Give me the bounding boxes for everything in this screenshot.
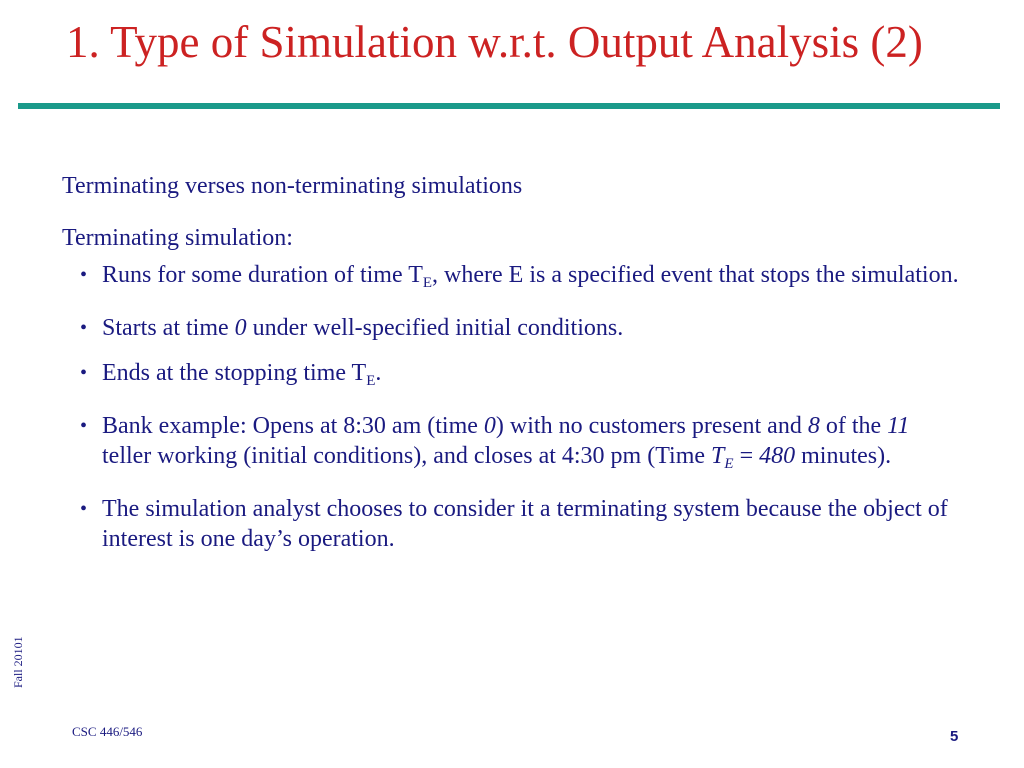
title-divider [18,103,1000,109]
bullet-dot-icon: • [80,498,88,520]
page-number: 5 [950,728,959,745]
bullet-dot-icon: • [80,264,88,286]
bullet-dot-icon: • [80,317,88,339]
bullet-item: • Starts at time 0 under well-specified initial conditions. [80,315,624,341]
course-label: CSC 446/546 [72,724,143,739]
bullet-item: • The simulation analyst chooses to consider it a terminating system because the object of interest is one day’s operation. [80,496,948,552]
bullet-dot-icon: • [80,415,88,437]
section-heading: Terminating simulation: [62,225,293,251]
semester-label: Fall 20101 [11,636,25,688]
bullet-item: • Runs for some duration of time $T_E$, where E is a specified event that stops the simulation. [80,262,959,291]
bullet-item: • Bank example: Opens at 8:30 am (time 0) with no customers present and 8 of the 11 teller working (initial conditions), and closes at 4:30 pm (Time $T_E = 480$ minutes). [80,413,910,472]
intro-line: Terminating verses non-terminating simulations [62,173,523,199]
bullet-list [62,260,962,554]
slide-title: 1. Type of Simulation w.r.t. Output Analysis (2) [66,17,923,67]
bullet-item: • Ends at the stopping time $T_E$. [80,360,382,389]
slide-body [62,170,962,569]
bullet-dot-icon: • [80,362,88,384]
